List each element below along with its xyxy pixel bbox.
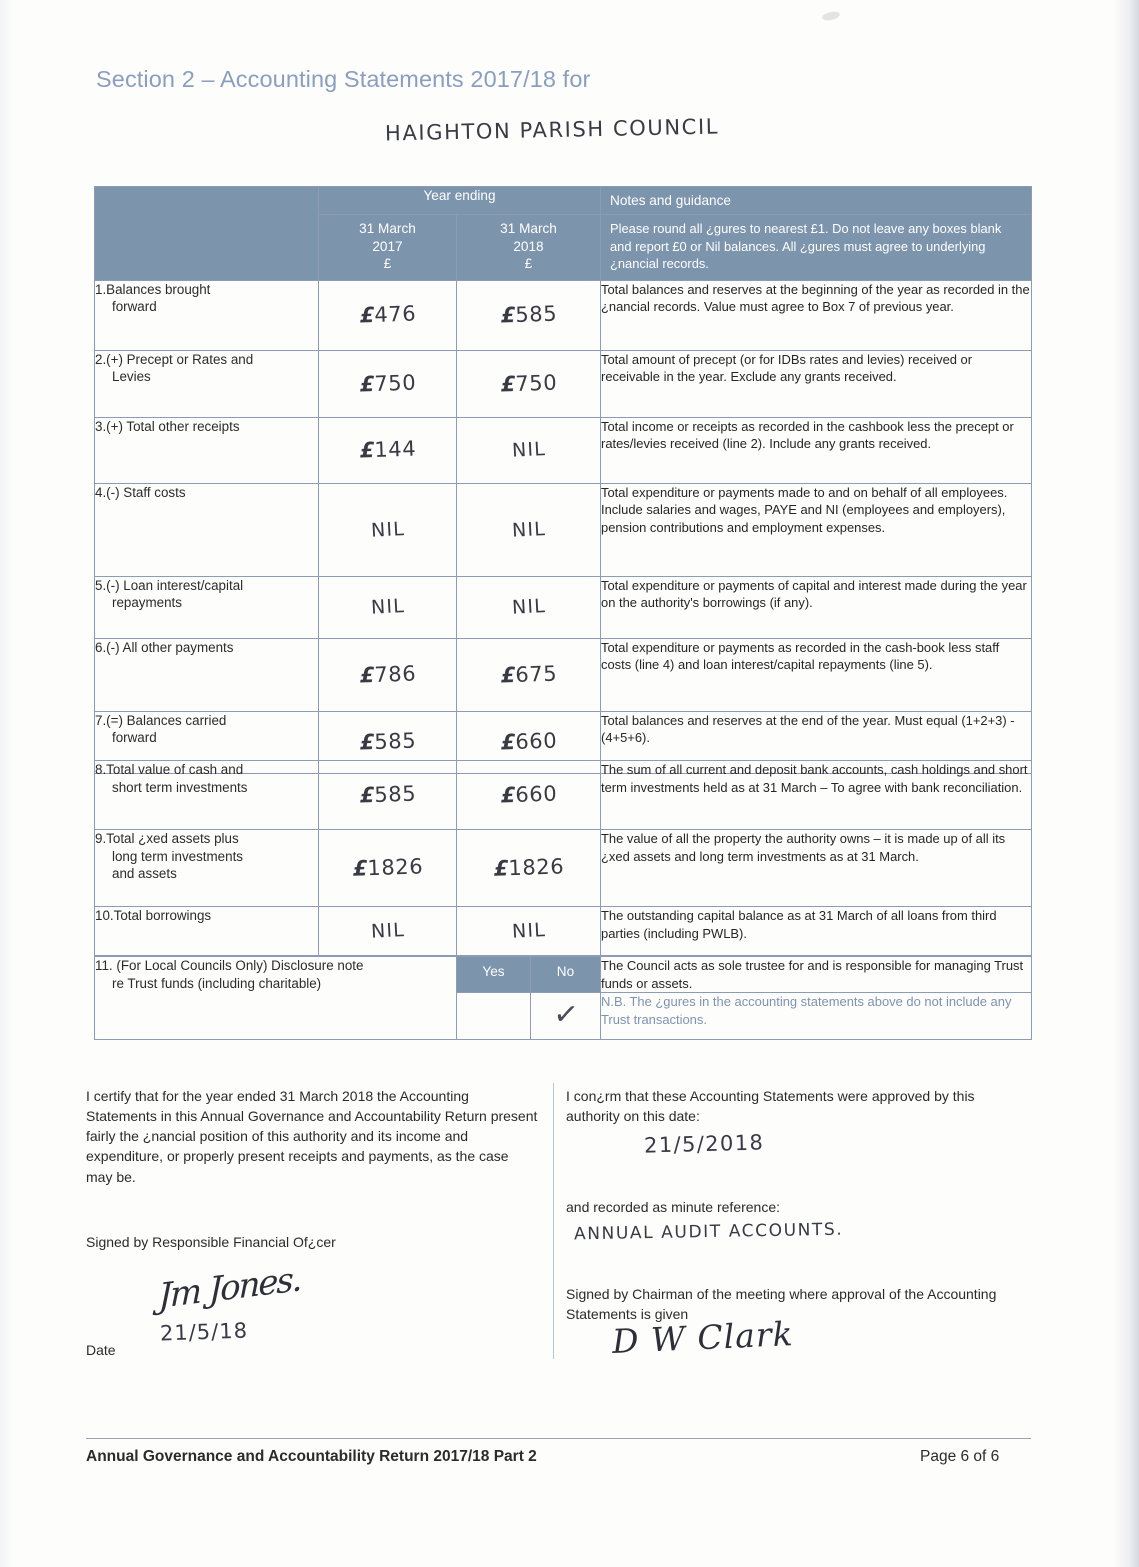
row-6-line1: (-) All other payments bbox=[106, 639, 234, 655]
row-10-label bbox=[95, 907, 319, 956]
row-10-value-2018[interactable] bbox=[457, 907, 601, 956]
row-3-value-2017[interactable] bbox=[319, 417, 457, 483]
row-9-label bbox=[95, 830, 319, 907]
handwritten-amount: £476 bbox=[358, 301, 417, 328]
table-row bbox=[95, 761, 1032, 830]
row-2-notes: Total amount of precept (or for IDBs rates and levies) received or receivable in the year. Exclude any grants received. bbox=[601, 350, 1032, 417]
pound-sign: £ bbox=[499, 303, 515, 328]
certification-divider bbox=[553, 1083, 554, 1359]
row-8-label bbox=[95, 761, 319, 830]
year-2018-currency: £ bbox=[524, 256, 533, 272]
handwritten-amount: £1826 bbox=[492, 854, 565, 881]
page-title: Section 2 – Accounting Statements 2017/18 for bbox=[96, 66, 591, 92]
year-2018-line2: 2018 bbox=[513, 238, 544, 254]
row-7-number: 7. bbox=[95, 712, 107, 728]
row-9-value-2018[interactable] bbox=[457, 830, 601, 907]
row-7-line1: (=) Balances carried bbox=[106, 712, 227, 728]
row-8-value-2017[interactable] bbox=[319, 761, 457, 830]
row-4-label bbox=[95, 483, 319, 576]
handwritten-amount: £585 bbox=[499, 301, 558, 328]
chairman-signature-label: Signed by Chairman of the meeting where approval of the Accounting Statements is given bbox=[566, 1286, 997, 1322]
row-2-value-2018[interactable] bbox=[457, 350, 601, 417]
row-1-value-2017[interactable] bbox=[319, 280, 457, 350]
scan-shadow-right bbox=[1113, 0, 1139, 1567]
trust-row-label bbox=[95, 957, 457, 1040]
row-8-value-2018[interactable] bbox=[457, 761, 601, 830]
row-1-line1: Balances brought bbox=[106, 281, 211, 297]
trust-no-header: No bbox=[531, 957, 601, 993]
handwritten-nil: NIL bbox=[510, 438, 547, 462]
rfo-signature[interactable]: Jm Jones. bbox=[158, 1259, 301, 1317]
pound-sign: £ bbox=[499, 371, 515, 397]
handwritten-nil: NIL bbox=[510, 517, 547, 542]
handwritten-amount: £585 bbox=[358, 781, 417, 808]
row-6-value-2018[interactable] bbox=[457, 638, 601, 711]
scan-shadow-left bbox=[0, 0, 14, 1567]
row-4-notes: Total expenditure or payments made to and on behalf of all employees. Include salaries and wages, PAYE and NI (employees and employers), pension contributions and employment expenses. bbox=[601, 483, 1032, 576]
row-3-number: 3. bbox=[95, 418, 107, 434]
year-2017-line2: 2017 bbox=[372, 238, 403, 254]
footer-page-number: Page 6 of 6 bbox=[920, 1448, 1000, 1465]
year-2018-header bbox=[457, 215, 601, 280]
rfo-signature-label: Signed by Responsible Financial Of¿cer bbox=[86, 1234, 336, 1250]
rfo-certification-statement: I certify that for the year ended 31 March 2018 the Accounting Statements in this Annual Governance and Accountability Return present fairly the ¿nancial position of this authority and its income and expenditure, or properly present receipts and payments, as the case may be. bbox=[86, 1088, 538, 1185]
pound-sign: £ bbox=[358, 371, 374, 397]
row-2-label bbox=[95, 350, 319, 417]
check-icon-no: ✓ bbox=[551, 996, 580, 1034]
row-9-notes: The value of all the property the authority owns – it is made up of all its ¿xed assets and long term investments as at 31 March. bbox=[601, 830, 1032, 907]
handwritten-amount: £1826 bbox=[351, 854, 424, 881]
row-5-line1: (-) Loan interest/capital bbox=[106, 577, 244, 593]
pound-sign: £ bbox=[358, 730, 374, 755]
scan-artifact-speck bbox=[821, 10, 840, 22]
table-row bbox=[95, 576, 1032, 638]
notes-guidance-text: Please round all ¿gures to nearest £1. Do not leave any boxes blank and report £0 or Nil balances. All ¿gures must agree to underlying ¿nancial records. bbox=[601, 215, 1032, 280]
pound-sign: £ bbox=[358, 783, 374, 808]
pound-sign: £ bbox=[499, 662, 515, 688]
trust-notes-text: The Council acts as sole trustee for and is responsible for managing Trust funds or assets. bbox=[601, 957, 1032, 993]
handwritten-nil: NIL bbox=[369, 595, 406, 619]
handwritten-amount: £750 bbox=[358, 370, 417, 397]
row-4-number: 4. bbox=[95, 484, 107, 500]
authority-approval-statement: I con¿rm that these Accounting Statements were approved by this authority on this date: bbox=[566, 1088, 975, 1125]
handwritten-amount: £786 bbox=[358, 661, 417, 688]
trust-nb-text: N.B. The ¿gures in the accounting statements above do not include any Trust transactions. bbox=[601, 993, 1032, 1040]
row-7-line2: forward bbox=[112, 730, 157, 746]
row-1-notes: Total balances and reserves at the beginning of the year as recorded in the ¿nancial records. Value must agree to Box 7 of previous year. bbox=[601, 280, 1032, 350]
row-6-value-2017[interactable] bbox=[319, 638, 457, 711]
accounting-statements-table-part-b bbox=[94, 760, 1032, 956]
handwritten-amount: £750 bbox=[499, 370, 558, 397]
row-10-value-2017[interactable] bbox=[319, 907, 457, 956]
trust-no-checkbox[interactable] bbox=[531, 993, 601, 1040]
pound-sign: £ bbox=[358, 662, 374, 688]
row-6-number: 6. bbox=[95, 639, 107, 655]
row-3-line1: (+) Total other receipts bbox=[106, 418, 240, 434]
table-row bbox=[95, 417, 1032, 483]
row-1-value-2018[interactable] bbox=[457, 280, 601, 350]
handwritten-amount: £675 bbox=[499, 661, 558, 688]
handwritten-amount: £660 bbox=[499, 781, 558, 808]
handwritten-nil: NIL bbox=[510, 595, 547, 619]
row-4-value-2018[interactable] bbox=[457, 483, 601, 576]
year-2017-line1: 31 March bbox=[359, 221, 416, 237]
handwritten-amount: £660 bbox=[499, 728, 558, 755]
year-2017-currency: £ bbox=[383, 256, 392, 272]
footer-document-title: Annual Governance and Accountability Return 2017/18 Part 2 bbox=[86, 1448, 537, 1465]
accounting-statements-table bbox=[94, 186, 1032, 774]
row-5-value-2017[interactable] bbox=[319, 576, 457, 638]
trust-label-line1: (For Local Councils Only) Disclosure note bbox=[116, 958, 364, 973]
table-row bbox=[95, 350, 1032, 417]
approval-date-value[interactable]: 21/5/2018 bbox=[643, 1130, 765, 1158]
trust-row-header bbox=[95, 957, 1032, 993]
pound-sign: £ bbox=[358, 303, 374, 328]
year-2017-header bbox=[319, 215, 457, 280]
pound-sign: £ bbox=[492, 856, 508, 881]
row-10-number: 10. bbox=[95, 908, 114, 923]
row-2-line1: (+) Precept or Rates and bbox=[106, 351, 254, 367]
row-1-line2: forward bbox=[112, 299, 157, 315]
row-6-label bbox=[95, 638, 319, 711]
row-2-number: 2. bbox=[95, 351, 107, 367]
row-8-notes: The sum of all current and deposit bank accounts, cash holdings and short term investments held as at 31 March – To agree with bank reconciliation. bbox=[601, 761, 1032, 830]
year-2018-line1: 31 March bbox=[500, 221, 557, 237]
row-9-value-2017[interactable] bbox=[319, 830, 457, 907]
rfo-date-label: Date bbox=[86, 1342, 116, 1358]
row-9-number: 9. bbox=[95, 831, 107, 846]
trust-funds-disclosure-table bbox=[94, 956, 1032, 1040]
handwritten-nil: NIL bbox=[369, 517, 406, 542]
minute-reference-label: and recorded as minute reference: bbox=[566, 1199, 781, 1215]
row-4-line1: (-) Staff costs bbox=[106, 484, 186, 500]
trust-label-line2: re Trust funds (including charitable) bbox=[112, 975, 322, 991]
row-7-notes: Total balances and reserves at the end of the year. Must equal (1+2+3) - (4+5+6). bbox=[601, 711, 1032, 773]
row-3-label bbox=[95, 417, 319, 483]
row-9-line3: and assets bbox=[112, 866, 177, 882]
row-9-line2: long term investments bbox=[112, 848, 243, 864]
row-10-notes: The outstanding capital balance as at 31 March of all loans from third parties (including PWLB). bbox=[601, 907, 1032, 956]
table-row bbox=[95, 483, 1032, 576]
trust-yes-header: Yes bbox=[457, 957, 531, 993]
row-5-label bbox=[95, 576, 319, 638]
row-5-value-2018[interactable] bbox=[457, 576, 601, 638]
rfo-date-value[interactable]: 21/5/18 bbox=[159, 1318, 249, 1346]
trust-row-number: 11. bbox=[95, 958, 113, 973]
handwritten-nil: NIL bbox=[369, 918, 406, 943]
row-2-value-2017[interactable] bbox=[319, 350, 457, 417]
row-5-number: 5. bbox=[95, 577, 107, 593]
handwritten-amount: £144 bbox=[358, 436, 417, 463]
trust-yes-checkbox[interactable] bbox=[457, 993, 531, 1040]
table-header-row-top bbox=[95, 187, 1032, 215]
row-5-notes: Total expenditure or payments of capital and interest made during the year on the authority's borrowings (if any). bbox=[601, 576, 1032, 638]
handwritten-nil: NIL bbox=[510, 918, 547, 943]
chairman-signature[interactable]: D W Clark bbox=[611, 1314, 795, 1361]
row-4-value-2017[interactable] bbox=[319, 483, 457, 576]
row-1-number: 1. bbox=[95, 281, 107, 297]
table-row bbox=[95, 907, 1032, 956]
handwritten-council-name: HAIGHTON PARISH COUNCIL bbox=[384, 114, 720, 146]
row-9-line1: Total ¿xed assets plus bbox=[106, 831, 239, 846]
row-3-notes: Total income or receipts as recorded in the cashbook less the precept or rates/levies received (line 2). Include any grants received. bbox=[601, 417, 1032, 483]
row-3-value-2018[interactable] bbox=[457, 417, 601, 483]
row-2-line2: Levies bbox=[112, 369, 151, 385]
pound-sign: £ bbox=[499, 783, 515, 808]
row-8-number: 8. bbox=[95, 762, 107, 777]
table-row bbox=[95, 830, 1032, 907]
footer-divider bbox=[86, 1438, 1031, 1439]
pound-sign: £ bbox=[499, 730, 515, 755]
row-8-line1: Total value of cash and bbox=[106, 762, 244, 777]
minute-reference-value[interactable]: ANNUAL AUDIT ACCOUNTS. bbox=[573, 1219, 844, 1245]
row-5-line2: repayments bbox=[112, 595, 182, 611]
row-1-label bbox=[95, 280, 319, 350]
table-row bbox=[95, 280, 1032, 350]
table-row bbox=[95, 638, 1032, 711]
year-ending-header: Year ending bbox=[319, 187, 601, 215]
row-10-line1: Total borrowings bbox=[113, 908, 212, 923]
row-8-line2: short term investments bbox=[112, 779, 248, 795]
pound-sign: £ bbox=[358, 438, 374, 463]
handwritten-amount: £585 bbox=[358, 728, 417, 755]
pound-sign: £ bbox=[351, 856, 367, 881]
row-6-notes: Total expenditure or payments as recorded in the cash-book less staff costs (line 4) and loan interest/capital repayments (line 5). bbox=[601, 638, 1032, 711]
header-blank-cell bbox=[95, 187, 319, 281]
notes-guidance-header: Notes and guidance bbox=[601, 187, 1032, 215]
